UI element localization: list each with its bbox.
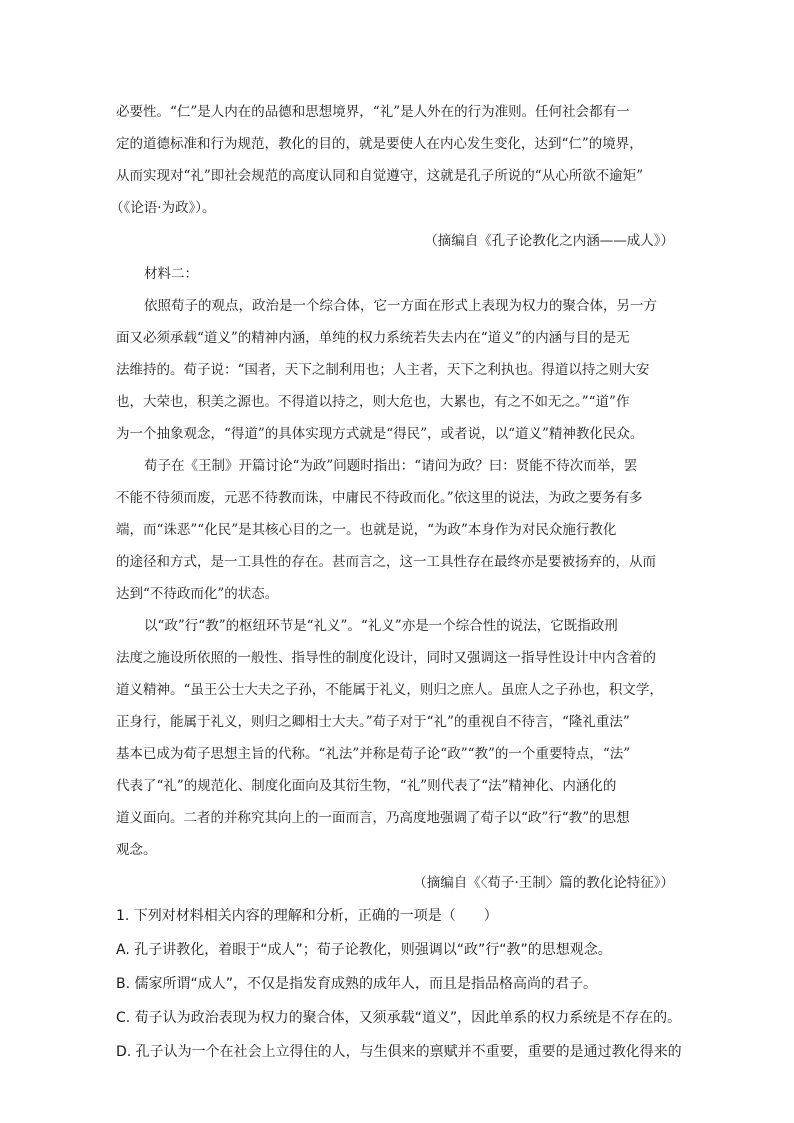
paragraph-line: 不能不待须而废，元恶不待教而诛，中庸民不待政而化。”依这里的说法，为政之要务有多 bbox=[116, 490, 643, 506]
paragraph-line: 必要性。“仁”是人内在的品德和思想境界，“礼”是人外在的行为准则。任何社会都有一 bbox=[116, 104, 630, 120]
paragraph-line: 依照荀子的观点，政治是一个综合体，它一方面在形式上表现为权力的聚合体，另一方 bbox=[144, 298, 657, 314]
source-citation-2: （摘编自《〈荀子·王制〉篇的教化论特征》） bbox=[413, 875, 674, 891]
paragraph-line: 正身行，能属于礼义，则归之卿相士大夫。”荀子对于“礼”的重视自不待言，“隆礼重法” bbox=[116, 714, 630, 730]
option-d[interactable]: D. 孔子认为一个在社会上立得住的人，与生俱来的禀赋并不重要，重要的是通过教化得来的 bbox=[116, 1044, 682, 1060]
paragraph-line: 的途径和方式，是一工具性的存在。甚而言之，这一工具性存在最终亦是要被扬弃的，从而 bbox=[116, 554, 656, 570]
paragraph-line: 定的道德标准和行为规范，教化的目的，就是要使人在内心发生变化，达到“仁”的境界， bbox=[116, 136, 643, 152]
paragraph-line: 为一个抽象观念，“得道”的具体实现方式就是“得民”，或者说，以“道义”精神教化民众。 bbox=[116, 426, 644, 442]
option-b[interactable]: B. 儒家所谓“成人”，不仅是指发育成熟的成年人，而且是指品格高尚的君子。 bbox=[116, 976, 598, 992]
paragraph-line: 代表了“礼”的规范化、制度化面向及其衍生物，“礼”则代表了“法”精神化、内涵化的 bbox=[116, 778, 617, 794]
option-c[interactable]: C. 荀子认为政治表现为权力的聚合体，又须承载“道义”，因此单系的权力系统是不存在的。 bbox=[116, 1010, 682, 1026]
paragraph-line: 法度之施设所依照的一般性、指导性的制度化设计，同时又强调这一指导性设计中内含着的 bbox=[116, 650, 656, 666]
paragraph-line: 也，大荣也，积美之源也。不得道以持之，则大危也，大累也，有之不如无之。”“道”作 bbox=[116, 394, 630, 410]
paragraph-line: 面又必须承载“道义”的精神内涵，单纯的权力系统若失去内在“道义”的内涵与目的是无 bbox=[116, 330, 630, 346]
source-citation-1: （摘编自《孔子论教化之内涵——成人》） bbox=[424, 233, 674, 249]
paragraph-line: 基本已成为荀子思想主旨的代称。“礼法”并称是荀子论“政”“教”的一个重要特点，“法” bbox=[116, 746, 631, 762]
paragraph-line: 以“政”行“教”的枢纽环节是“礼义”。“礼义”亦是一个综合性的说法，它既指政刑 bbox=[144, 618, 618, 634]
question-stem: 1. 下列对材料相关内容的理解和分析，正确的一项是（ ） bbox=[116, 908, 498, 924]
paragraph-line: 端，而“诛恶”“化民”是其核心目的之一。也就是说，“为政”本身作为对民众施行教化 bbox=[116, 522, 617, 538]
option-a[interactable]: A. 孔子讲教化，着眼于“成人”；荀子论教化，则强调以“政”行“教”的思想观念。 bbox=[116, 942, 612, 958]
section-heading: 材料二： bbox=[144, 266, 198, 282]
paragraph-line: （《论语·为政》）。 bbox=[110, 200, 216, 216]
paragraph-line: 法维持的。荀子说：“国者，天下之制利用也；人主者，天下之利执也。得道以持之则大安 bbox=[116, 362, 650, 378]
paragraph-line: 道义面向。二者的并称究其向上的一面而言，乃高度地强调了荀子以“政”行“教”的思想 bbox=[116, 810, 630, 826]
paragraph-line: 达到“不待政而化”的状态。 bbox=[116, 586, 279, 602]
paragraph-line: 荀子在《王制》开篇讨论“为政”问题时指出：“请问为政？曰：贤能不待次而举，罢 bbox=[144, 458, 638, 474]
paragraph-line: 观念。 bbox=[116, 842, 157, 858]
paragraph-line: 从而实现对“礼”即社会规范的高度认同和自觉遵守，这就是孔子所说的“从心所欲不逾矩” bbox=[116, 168, 644, 184]
paragraph-line: 道义精神。“虽王公士大夫之子孙，不能属于礼义，则归之庶人。虽庶人之子孙也，积文学， bbox=[116, 682, 663, 698]
